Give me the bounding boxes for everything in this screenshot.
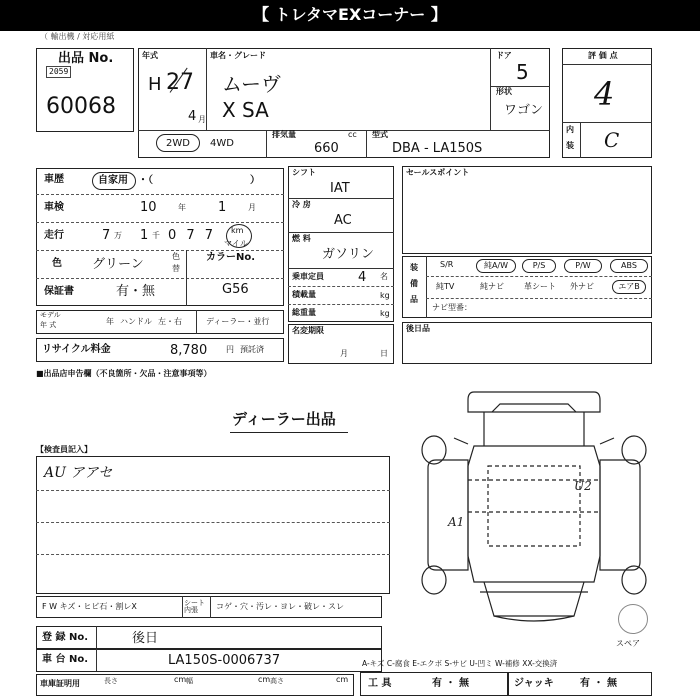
lot-number: 60068 (46, 94, 116, 119)
color-label: 色 (52, 258, 62, 269)
ac-value: AC (334, 213, 352, 228)
equip-sr: S/R (440, 260, 454, 269)
history-label: 車歴 (44, 174, 64, 185)
inspector-note: AU アアセ (44, 465, 113, 481)
cert-height-cm: cm (336, 675, 349, 684)
lot-label: 出品 No. (58, 51, 114, 66)
cert-width-cm: cm (258, 675, 271, 684)
tools-label: 工 具 (368, 678, 392, 689)
interior-grade: C (604, 128, 620, 152)
registration-label: 登 録 No. (42, 632, 89, 643)
shape-label: 形状 (496, 87, 512, 96)
shape-value: ワゴン (504, 103, 544, 118)
marker-u2: U2 (574, 479, 592, 493)
jack-label: ジャッキ (514, 678, 554, 689)
load-label: 積載量 (292, 290, 316, 299)
color-no-label: カラーNo. (206, 252, 256, 263)
grade-score: 4 (594, 75, 615, 113)
equipment-label-3: 品 (410, 295, 418, 304)
year-value: 27 (166, 70, 194, 95)
name-change-month: 月 (340, 349, 348, 358)
interior-label-1: 内 (566, 125, 574, 134)
year-era: H (148, 74, 162, 95)
name-label: 車名・グレード (210, 51, 266, 60)
inspection-label: 車検 (44, 202, 64, 213)
dealer-stamp-underline (230, 432, 348, 433)
displacement-label: 排気量 (272, 130, 296, 139)
interior-label-2: 装 (566, 141, 574, 150)
weight-unit: kg (380, 309, 390, 318)
cert-height: 高さ (270, 677, 284, 685)
ac-label: 冷 房 (292, 200, 311, 209)
equipment-label-1: 装 (410, 263, 418, 272)
displacement-value: 660 (314, 141, 339, 156)
fw-label: F W キズ・ヒビ石・割レX (42, 602, 137, 611)
cert-width: 幅 (186, 677, 193, 685)
dealer-label: ディーラー・並行 (206, 317, 270, 326)
mileage-man: 7 (102, 228, 111, 243)
capacity-unit: 名 (380, 272, 388, 281)
equip-pw: P/W (564, 259, 602, 273)
chassis-value: LA150S-0006737 (168, 653, 281, 668)
equip-tv: 純TV (436, 282, 455, 291)
history-value: 自家用 (98, 175, 128, 186)
car-grade: X SA (222, 98, 269, 122)
color-change-2: 替 (172, 264, 180, 273)
equip-airbag: エアB (612, 280, 646, 294)
sales-label: セールスポイント (406, 168, 470, 177)
mileage-label: 走行 (44, 230, 64, 241)
top-note: （ 輸出機 / 対応用紙 (40, 32, 115, 41)
fuel-value: ガソリン (322, 247, 375, 262)
capacity-value: 4 (358, 270, 367, 285)
stain-label: コゲ・穴・汚レ・ヨレ・破レ・スレ (216, 602, 344, 611)
inspection-month-unit: 月 (248, 203, 256, 212)
equip-abs: ABS (610, 259, 648, 273)
inspector-label: 【検査員記入】 (36, 445, 92, 454)
history-dot: ・（ (138, 175, 153, 186)
drive-4wd: 4WD (210, 138, 234, 149)
color-value: グリーン (92, 257, 144, 272)
lot-stamp: 2059 (46, 66, 71, 78)
model-year-label-1: モデル (40, 311, 61, 319)
header-title: 【 トレタマEXコーナー 】 (253, 5, 447, 24)
recycle-label: リサイクル料金 (42, 344, 111, 355)
marker-a1: A1 (448, 515, 465, 529)
name-change-label: 名変期限 (292, 326, 324, 335)
damage-markers (447, 479, 592, 529)
sales-box (402, 166, 652, 254)
mileage-mile: マイル (224, 239, 248, 248)
inspection-year-unit: 年 (178, 203, 186, 212)
tools-value: 有 ・ 無 (432, 678, 469, 689)
mileage-rest: 0 7 7 (168, 228, 217, 243)
dealer-stamp: ディーラー出品 (232, 410, 336, 428)
load-unit: kg (380, 291, 390, 300)
displacement-cc: cc (348, 130, 357, 139)
car-damage-diagram (414, 386, 654, 628)
warranty-label: 保証書 (44, 286, 74, 297)
model-year-label-2: 年 式 (40, 321, 57, 329)
cert-length-cm: cm (174, 675, 187, 684)
equip-ext-navi: 外ナビ (570, 282, 594, 291)
chassis-label: 車 台 No. (42, 654, 89, 665)
equip-aw: 純A/W (476, 259, 516, 273)
mileage-sen-unit: 千 (152, 231, 160, 240)
mileage-km: km (231, 226, 244, 235)
model-value: DBA - LA150S (392, 141, 483, 156)
warranty-value: 有・無 (116, 284, 156, 299)
recycle-value: 8,780 (170, 343, 208, 358)
mileage-sen: 1 (140, 228, 149, 243)
equip-ps: P/S (522, 259, 556, 273)
car-name: ムーヴ (222, 72, 281, 96)
year-label: 年式 (142, 51, 158, 60)
spare-label: スペア (616, 639, 640, 648)
capacity-label: 乗車定員 (292, 272, 324, 281)
notes-label: 後日品 (406, 324, 430, 333)
inspection-month: 1 (218, 200, 227, 215)
color-change-1: 色 (172, 252, 180, 261)
mileage-man-unit: 万 (114, 231, 122, 240)
damage-legend: A-キズ C-腐食 E-エクボ S-サビ U-凹ミ W-補修 XX-交換済 (362, 659, 558, 668)
shift-value: IAT (330, 181, 350, 196)
model-year-suffix: 年 (106, 317, 114, 326)
equip-leather: 革シート (524, 282, 556, 291)
certificate-row (36, 674, 354, 696)
fuel-label: 燃 料 (292, 234, 311, 243)
color-no-value: G56 (222, 282, 249, 297)
recycle-unit: 円 (226, 345, 234, 354)
equip-navi-model: ナビ型番： (432, 303, 472, 312)
seat-label: シート 内張 (184, 599, 205, 614)
history-close: ） (250, 175, 260, 186)
handle-label: ハンドル (120, 317, 152, 326)
equip-navi: 純ナビ (480, 282, 504, 291)
doors-label: ドア (496, 51, 512, 60)
cert-length: 長さ (104, 677, 118, 685)
weight-label: 総重量 (292, 308, 316, 317)
month-value: 4 (188, 109, 197, 124)
equipment-label-2: 備 (410, 279, 418, 288)
notes-box (402, 322, 652, 364)
month-unit: 月 (198, 115, 206, 124)
model-label: 型式 (372, 130, 388, 139)
doors-value: 5 (516, 60, 529, 84)
handle-value: 左・右 (158, 317, 182, 326)
shift-label: シフト (292, 168, 316, 177)
exhibitor-label: ■出品店申告欄（不良箇所・欠品・注意事項等） (36, 369, 212, 378)
jack-value: 有 ・ 無 (580, 678, 617, 689)
recycle-note: 預託済 (240, 345, 264, 354)
drive-2wd: 2WD (166, 138, 190, 149)
car-outline (422, 392, 646, 621)
registration-value: 後日 (132, 631, 159, 646)
certificate-label: 車庫証明用 (40, 679, 80, 688)
name-change-day: 日 (380, 349, 388, 358)
inspection-year: 10 (140, 200, 157, 215)
grade-label: 評 価 点 (588, 51, 618, 60)
